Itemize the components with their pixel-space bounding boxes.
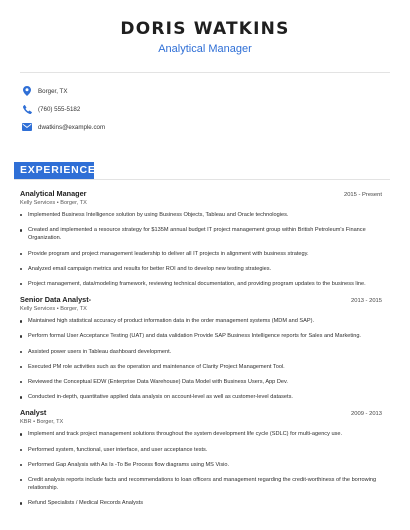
candidate-title: Analytical Manager	[158, 43, 252, 55]
candidate-name: DORIS WATKINS	[120, 19, 290, 39]
job-bullets	[20, 317, 382, 401]
phone-icon	[22, 104, 32, 114]
job-employer: Kelly Services • Borger, TX	[20, 306, 87, 313]
contact-phone-text: (760) 555-5182	[38, 105, 81, 113]
job-bullet: Created and implemented a resource strategy for $135M annual budget IT project management group within British Petroleum's Finance Organization.	[20, 226, 382, 242]
job-bullet: Project management, data/modeling framework, reviewing technical documentation, and providing program updates to the business line.	[20, 280, 382, 288]
resume-header	[0, 0, 410, 73]
job-entry	[20, 295, 382, 401]
location-pin-icon	[22, 86, 32, 96]
job-bullets	[20, 211, 382, 288]
contact-phone	[22, 100, 105, 118]
job-bullet: Implemented Business Intelligence solution by using Business Objects, Tableau and Oracle technologies.	[20, 211, 382, 219]
job-title: Analytical Manager	[20, 189, 87, 198]
contact-location-text: Borger, TX	[38, 87, 68, 95]
contact-list	[22, 82, 105, 136]
job-title: Analyst	[20, 408, 47, 418]
job-bullet: Assisted power users in Tableau dashboard development.	[20, 348, 382, 356]
job-dates: 2009 - 2013	[351, 411, 382, 418]
job-bullet: Executed PM role activities such as the operation and maintenance of Clarity Project Management Tool.	[20, 363, 382, 371]
job-bullet: Reviewed the Conceptual EDW (Enterprise Data Warehouse) Data Model with Business Users, App Dev.	[20, 378, 382, 386]
job-bullet: Analyzed email campaign metrics and results for better ROI and to develop new testing strategies.	[20, 265, 382, 273]
job-employer: KBR • Borger, TX	[20, 419, 64, 426]
job-bullet: Performed system, functional, user interface, and user acceptance tests.	[20, 446, 382, 454]
job-location: Borger, TX	[60, 200, 87, 206]
experience-divider	[14, 179, 390, 180]
experience-heading: EXPERIENCE	[14, 162, 94, 179]
contact-email-text[interactable]: dwatkins@example.com	[38, 123, 106, 131]
job-bullet: Conducted in-depth, quantitative applied data analysis on account-level as well as customer-level datasets.	[20, 393, 382, 401]
job-bullet: Provide program and project management leadership to deliver all IT projects in alignment with business strategy.	[20, 250, 382, 258]
job-bullet: Maintained high statistical accuracy of product information data in the order management systems (MDM and SAP).	[20, 317, 382, 325]
job-entry	[20, 408, 382, 507]
job-bullet: Perform formal User Acceptance Testing (UAT) and data validation Provide SAP Business Intelligence reports for Sales and Marketing.	[20, 332, 382, 340]
job-dates: 2013 - 2015	[351, 298, 382, 305]
job-location: Borger, TX	[36, 419, 64, 426]
job-company: KBR	[20, 419, 32, 426]
job-entry	[20, 189, 382, 288]
job-company: Kelly Services	[20, 306, 56, 313]
job-bullet: Credit analysis reports include facts and recommendations to loan officers and management regarding the credit-worthiness of the borrowing relationship.	[20, 476, 382, 492]
job-company: Kelly Services	[20, 200, 56, 206]
job-bullets	[20, 430, 382, 507]
contact-location	[22, 82, 105, 100]
header-divider	[20, 72, 390, 73]
email-icon	[22, 122, 32, 132]
job-dates: 2015 - Present	[343, 192, 382, 198]
job-bullet: Implement and track project management solutions throughout the system development life cycle (SDLC) for multi-agency use.	[20, 430, 382, 438]
job-title: Senior Data Analyst-	[20, 295, 92, 305]
job-employer: Kelly Services • Borger, TX	[20, 200, 87, 206]
experience-list	[20, 189, 382, 515]
job-bullet: Performed Gap Analysis with As Is -To Be Process flow diagrams using MS Visio.	[20, 461, 382, 469]
job-bullet: Refund Specialists / Medical Records Analysts	[20, 499, 382, 507]
contact-email[interactable]	[22, 118, 105, 136]
job-location: Borger, TX	[60, 306, 87, 313]
